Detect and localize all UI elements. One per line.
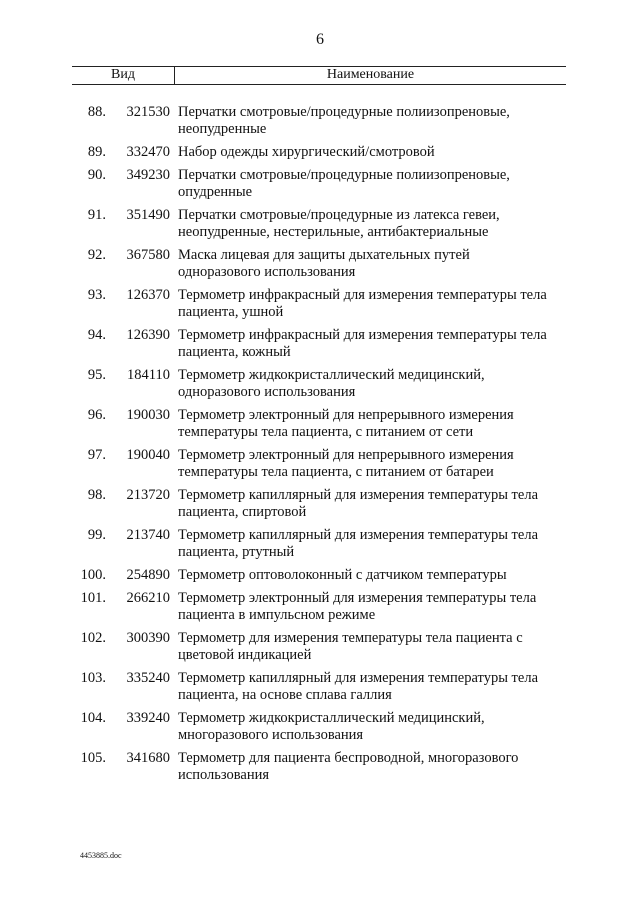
list-item xyxy=(0,367,640,407)
item-number: 92. xyxy=(87,247,106,263)
item-number: 101. xyxy=(80,590,106,606)
item-number: 105. xyxy=(80,750,106,766)
item-name: Маска лицевая для защиты дыхательных путей одноразового использования xyxy=(178,247,470,280)
item-code: 349230 xyxy=(126,167,170,183)
column-header-name: Наименование xyxy=(326,67,415,82)
item-name: Термометр капиллярный для измерения температуры тела пациента, спиртовой xyxy=(178,487,539,520)
list-item xyxy=(0,710,640,750)
item-code: 332470 xyxy=(126,144,170,160)
item-number: 102. xyxy=(80,630,106,646)
item-code: 339240 xyxy=(126,710,170,726)
item-number: 88. xyxy=(87,104,106,120)
item-code: 300390 xyxy=(126,630,170,646)
item-name: Перчатки смотровые/процедурные полиизопреновые, неопудренные xyxy=(178,104,510,137)
document-filename: 4453885.doc xyxy=(80,851,122,860)
item-code: 213740 xyxy=(126,527,170,543)
column-header-kind: Вид xyxy=(111,67,135,82)
item-code: 335240 xyxy=(126,670,170,686)
list-item xyxy=(0,207,640,247)
item-list xyxy=(0,104,640,790)
item-number: 98. xyxy=(87,487,106,503)
list-item xyxy=(0,630,640,670)
item-number: 97. xyxy=(87,447,106,463)
list-item xyxy=(0,144,640,167)
item-code: 321530 xyxy=(126,104,170,120)
list-item xyxy=(0,167,640,207)
item-number: 103. xyxy=(80,670,106,686)
item-code: 266210 xyxy=(126,590,170,606)
list-item xyxy=(0,670,640,710)
item-number: 96. xyxy=(87,407,106,423)
item-name: Термометр электронный для измерения температуры тела пациента в импульсном режиме xyxy=(178,590,537,623)
item-code: 351490 xyxy=(126,207,170,223)
item-code: 254890 xyxy=(126,567,170,583)
item-number: 104. xyxy=(80,710,106,726)
item-name: Термометр инфракрасный для измерения температуры тела пациента, кожный xyxy=(178,327,547,360)
item-code: 190040 xyxy=(126,447,170,463)
item-number: 90. xyxy=(87,167,106,183)
item-code: 126370 xyxy=(126,287,170,303)
item-code: 341680 xyxy=(126,750,170,766)
list-item xyxy=(0,447,640,487)
item-number: 93. xyxy=(87,287,106,303)
item-name: Термометр инфракрасный для измерения температуры тела пациента, ушной xyxy=(178,287,547,320)
item-name: Набор одежды хирургический/смотровой xyxy=(178,144,435,160)
list-item xyxy=(0,750,640,790)
list-item xyxy=(0,407,640,447)
item-name: Термометр оптоволоконный с датчиком температуры xyxy=(178,567,507,583)
item-number: 89. xyxy=(87,144,106,160)
list-item xyxy=(0,487,640,527)
item-code: 184110 xyxy=(127,367,170,383)
list-item xyxy=(0,104,640,144)
list-item xyxy=(0,590,640,630)
item-name: Термометр для измерения температуры тела пациента с цветовой индикацией xyxy=(178,630,523,663)
item-code: 126390 xyxy=(126,327,170,343)
item-code: 213720 xyxy=(126,487,170,503)
list-item xyxy=(0,247,640,287)
item-code: 190030 xyxy=(126,407,170,423)
item-number: 100. xyxy=(80,567,106,583)
item-code: 367580 xyxy=(126,247,170,263)
table-header-bottom-rule xyxy=(72,84,566,85)
item-name: Термометр капиллярный для измерения температуры тела пациента, на основе сплава галлия xyxy=(178,670,539,703)
item-name: Термометр капиллярный для измерения температуры тела пациента, ртутный xyxy=(178,527,539,560)
list-item xyxy=(0,287,640,327)
list-item xyxy=(0,327,640,367)
item-number: 99. xyxy=(87,527,106,543)
item-name: Перчатки смотровые/процедурные из латекса гевеи, неопудренные, нестерильные, антибактериальные xyxy=(178,207,500,240)
item-name: Термометр жидкокристаллический медицинский, одноразового использования xyxy=(178,367,485,400)
item-number: 91. xyxy=(87,207,106,223)
list-item xyxy=(0,567,640,590)
page-number: 6 xyxy=(316,31,324,48)
item-name: Термометр жидкокристаллический медицинский, многоразового использования xyxy=(178,710,485,743)
item-name: Термометр электронный для непрерывного измерения температуры тела пациента, с питанием от батареи xyxy=(178,447,514,480)
item-number: 95. xyxy=(87,367,106,383)
item-name: Перчатки смотровые/процедурные полиизопреновые, опудренные xyxy=(178,167,510,200)
item-number: 94. xyxy=(87,327,106,343)
item-name: Термометр электронный для непрерывного измерения температуры тела пациента, с питанием от сети xyxy=(178,407,514,440)
item-name: Термометр для пациента беспроводной, многоразового использования xyxy=(178,750,519,783)
list-item xyxy=(0,527,640,567)
